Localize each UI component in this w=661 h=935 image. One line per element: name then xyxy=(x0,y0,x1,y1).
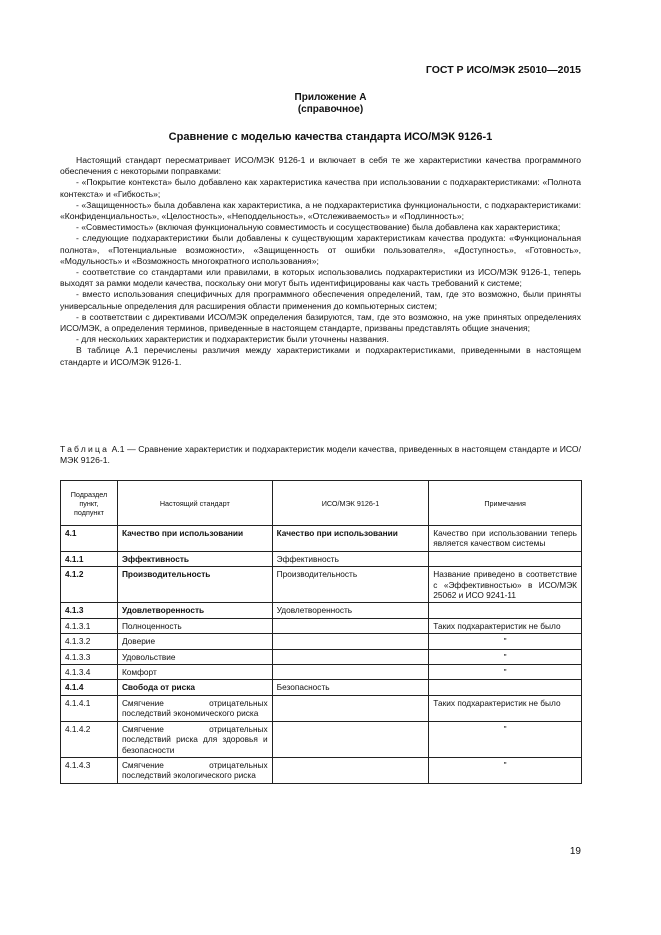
column-header-notes: Примечания xyxy=(429,481,582,526)
section-cell: 4.1.4 xyxy=(61,680,118,695)
section-cell: 4.1.2 xyxy=(61,567,118,603)
note-cell: Таких подхарактеристик не было xyxy=(429,695,582,721)
table-row xyxy=(61,567,582,603)
table-row xyxy=(61,680,582,695)
paragraph: В таблице А.1 перечислены различия между характеристиками и подхарактеристиками, приведенными в настоящем стандарте и ИСО/МЭК 9126-1. xyxy=(60,345,581,367)
standard-cell: Смягчение отрицательных последствий риска для здоровья и безопасности xyxy=(117,721,272,757)
iso-cell: Безопасность xyxy=(272,680,429,695)
iso-cell xyxy=(272,721,429,757)
table-row xyxy=(61,603,582,618)
section-cell: 4.1.3.1 xyxy=(61,618,118,633)
body-text xyxy=(60,155,581,368)
table-row xyxy=(61,526,582,552)
table-row xyxy=(61,721,582,757)
paragraph: Настоящий стандарт пересматривает ИСО/МЭК 9126-1 и включает в себя те же характеристики качества программного обеспечения с некоторыми поправками: xyxy=(60,155,581,177)
note-cell xyxy=(429,603,582,618)
section-cell: 4.1.3.2 xyxy=(61,634,118,649)
paragraph: - в соответствии с директивами ИСО/МЭК определения базируются, там, где это возможно, на уже принятых определениях ИСО/МЭК, а определения терминов, приведенные в настоящем стандарте, призваны представлять общие значения; xyxy=(60,311,581,334)
iso-cell: Производительность xyxy=(272,567,429,603)
section-cell: 4.1.3.3 xyxy=(61,649,118,664)
note-cell: Таких подхарактеристик не было xyxy=(429,618,582,633)
note-cell xyxy=(429,680,582,695)
note-cell: " xyxy=(429,665,582,680)
annex-heading xyxy=(0,92,661,116)
table-row xyxy=(61,757,582,783)
table-row xyxy=(61,695,582,721)
standard-cell: Комфорт xyxy=(117,665,272,680)
standard-cell: Качество при использовании xyxy=(117,526,272,552)
standard-cell: Доверие xyxy=(117,634,272,649)
section-cell: 4.1.4.2 xyxy=(61,721,118,757)
column-header-iso-9126: ИСО/МЭК 9126-1 xyxy=(272,481,429,526)
section-cell: 4.1.4.1 xyxy=(61,695,118,721)
standard-cell: Производительность xyxy=(117,567,272,603)
table-row xyxy=(61,634,582,649)
iso-cell: Качество при использовании xyxy=(272,526,429,552)
standard-cell: Свобода от риска xyxy=(117,680,272,695)
iso-cell: Эффективность xyxy=(272,551,429,566)
iso-cell xyxy=(272,618,429,633)
paragraph: - соответствие со стандартами или правилами, в которых использовались подхарактеристики из ИСО/МЭК 9126-1, теперь выходят за рамки модели качества, поскольку они могут быть идентифицированы как часть требований к системе; xyxy=(60,267,581,289)
note-cell: " xyxy=(429,757,582,783)
page-number: 19 xyxy=(569,846,581,857)
document-code: ГОСТ Р ИСО/МЭК 25010—2015 xyxy=(425,64,581,76)
iso-cell: Удовлетворенность xyxy=(272,603,429,618)
table-row xyxy=(61,551,582,566)
standard-cell: Удовлетворенность xyxy=(117,603,272,618)
standard-cell: Смягчение отрицательных последствий экономического риска xyxy=(117,695,272,721)
annex-subtitle: (справочное) xyxy=(297,104,364,115)
column-header-section: Подраздел пункт, подпункт xyxy=(61,481,118,526)
paragraph: - «Покрытие контекста» было добавлено как характеристика качества при использовании с подхарактеристиками: «Полнота контекста» и «Гибкость»; xyxy=(60,177,581,199)
section-cell: 4.1 xyxy=(61,526,118,552)
section-cell: 4.1.3.4 xyxy=(61,665,118,680)
iso-cell xyxy=(272,695,429,721)
table-caption-text: А.1 — Сравнение характеристик и подхарактеристик модели качества, приведенных в настоящем стандарте и ИСО/МЭК 9126-1. xyxy=(60,444,581,466)
table-row xyxy=(61,665,582,680)
iso-cell xyxy=(272,665,429,680)
iso-cell xyxy=(272,634,429,649)
iso-cell xyxy=(272,649,429,664)
standard-cell: Эффективность xyxy=(117,551,272,566)
table-row xyxy=(61,649,582,664)
note-cell: " xyxy=(429,649,582,664)
section-heading: Сравнение с моделью качества стандарта ИСО/МЭК 9126-1 xyxy=(168,131,493,143)
paragraph: - для нескольких характеристик и подхарактеристик были уточнены названия. xyxy=(76,334,389,345)
paragraph: - «Совместимость» (включая функциональную совместимость и сосуществование) была добавлена как характеристика; xyxy=(76,222,561,233)
paragraph: - вместо использования специфичных для программного обеспечения определений, там, где это возможно, были приняты универсальные определения для расширения области применения до компьютерных систем; xyxy=(60,289,581,311)
table-caption xyxy=(60,444,581,466)
note-cell: " xyxy=(429,634,582,649)
note-cell: Качество при использовании теперь является качеством системы xyxy=(429,526,582,552)
section-cell: 4.1.4.3 xyxy=(61,757,118,783)
section-cell: 4.1.3 xyxy=(61,603,118,618)
note-cell: Название приведено в соответствие с «Эффективностью» в ИСО/МЭК 25062 и ИСО 9241-11 xyxy=(429,567,582,603)
column-header-this-standard: Настоящий стандарт xyxy=(117,481,272,526)
iso-cell xyxy=(272,757,429,783)
standard-cell: Смягчение отрицательных последствий экологического риска xyxy=(117,757,272,783)
note-cell: " xyxy=(429,721,582,757)
section-cell: 4.1.1 xyxy=(61,551,118,566)
standard-cell: Удовольствие xyxy=(117,649,272,664)
table-caption-label: Таблица xyxy=(60,444,110,454)
note-cell xyxy=(429,551,582,566)
table-row xyxy=(61,618,582,633)
paragraph: - следующие подхарактеристики были добавлены к существующим характеристикам качества продукта: «Функциональная полнота», «Потенциальные возможности», «Защищенность от ошибки пользователя», «Доступность», «Готовность», «Модульность» и «Возможность многократного использования»; xyxy=(60,233,581,266)
table-header-row xyxy=(61,481,582,526)
comparison-table xyxy=(60,480,582,784)
annex-title: Приложение А xyxy=(294,92,367,103)
standard-cell: Полноценность xyxy=(117,618,272,633)
paragraph: - «Защищенность» была добавлена как характеристика, а не подхарактеристика функциональности, с подхарактеристиками: «Конфиденциальность», «Целостность», «Неподдельность», «Отслеживаемость» и «Подлинность»; xyxy=(60,199,581,222)
